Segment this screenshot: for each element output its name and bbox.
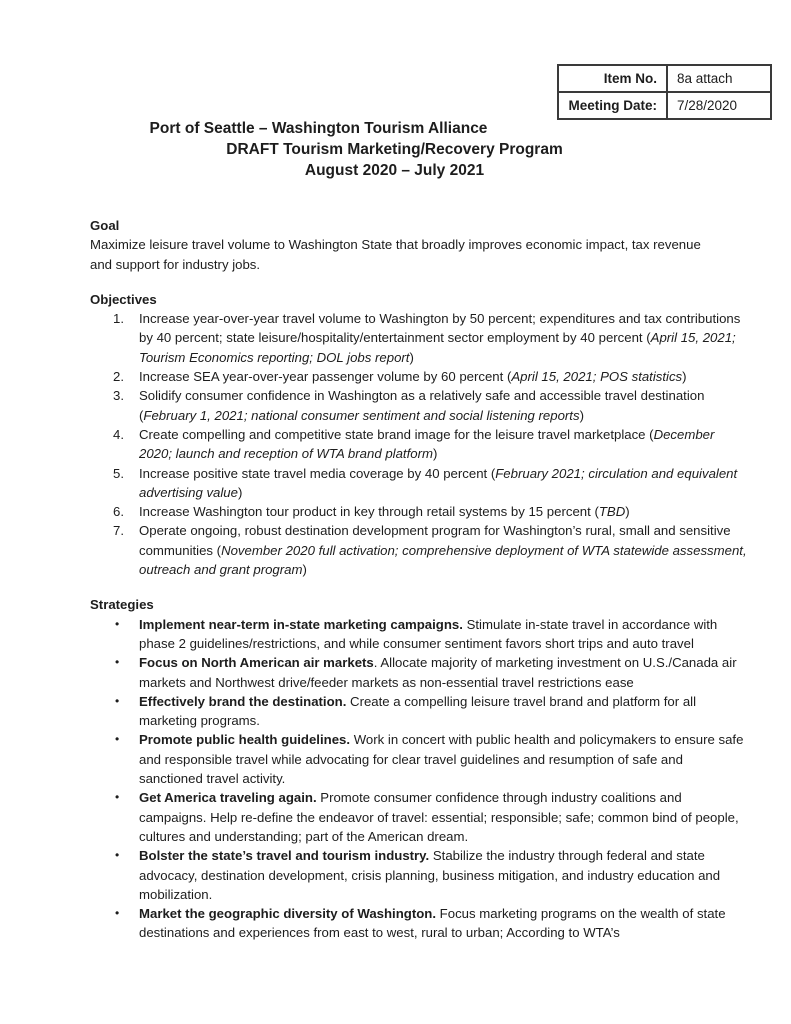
list-item bbox=[90, 386, 750, 425]
list-item-text: Increase SEA year-over-year passenger volume by 60 percent (April 15, 2021; POS statistics) bbox=[139, 369, 687, 385]
list-item bbox=[90, 367, 750, 386]
bullet-marker: • bbox=[115, 693, 120, 708]
meta-label-meeting-date: Meeting Date: bbox=[558, 92, 667, 119]
bullet-marker: • bbox=[115, 848, 120, 863]
list-item bbox=[90, 425, 750, 464]
list-item-text: Increase Washington tour product in key through retail systems by 15 percent (TBD) bbox=[139, 504, 630, 520]
meta-table bbox=[557, 64, 772, 120]
document-body bbox=[90, 118, 750, 943]
list-item-text: Promote public health guidelines. Work in concert with public health and policymakers to ensure safe and responsible travel while advocating for clear travel guidelines and resumption of safe and sanctioned travel activity. bbox=[139, 732, 744, 787]
number-marker: 1. bbox=[113, 311, 124, 327]
list-item-text: Market the geographic diversity of Washington. Focus marketing programs on the wealth of state destinations and experiences from east to west, rural to urban; According to WTA’s bbox=[139, 906, 726, 941]
number-marker: 5. bbox=[113, 465, 124, 481]
goal-heading: Goal bbox=[90, 218, 120, 233]
list-item bbox=[90, 521, 750, 579]
list-item-text: Create compelling and competitive state brand image for the leisure travel marketplace (December 2020; launch and reception of WTA brand platform) bbox=[139, 426, 715, 462]
list-item bbox=[90, 653, 750, 692]
list-item bbox=[90, 692, 750, 731]
document-title bbox=[90, 118, 699, 181]
number-marker: 2. bbox=[113, 369, 124, 385]
title-line-3: August 2020 – July 2021 bbox=[304, 162, 485, 179]
list-item bbox=[90, 615, 750, 654]
bullet-marker: • bbox=[115, 906, 120, 921]
list-item-text: Focus on North American air markets. Allocate majority of marketing investment on U.S./Canada air markets and Northwest drive/feeder markets as non-essential travel restrictions ease bbox=[139, 655, 737, 690]
meta-value-meeting-date: 7/28/2020 bbox=[667, 92, 771, 119]
list-item bbox=[90, 904, 750, 943]
number-marker: 4. bbox=[113, 426, 124, 442]
bullet-marker: • bbox=[115, 732, 120, 747]
title-line-2: DRAFT Tourism Marketing/Recovery Program bbox=[226, 141, 563, 158]
list-item-text: Increase positive state travel media coverage by 40 percent (February 2021; circulation and equivalent advertising value) bbox=[139, 465, 738, 500]
list-item bbox=[90, 846, 750, 904]
list-item bbox=[90, 730, 750, 788]
objectives-list bbox=[90, 309, 750, 579]
goal-paragraph: Maximize leisure travel volume to Washington State that broadly improves economic impact, tax revenue and support for industry jobs. bbox=[90, 237, 701, 272]
number-marker: 3. bbox=[113, 388, 124, 404]
objectives-heading: Objectives bbox=[90, 291, 157, 307]
number-marker: 6. bbox=[113, 504, 124, 520]
bullet-marker: • bbox=[115, 790, 120, 805]
list-item-text: Increase year-over-year travel volume to Washington by 50 percent; expenditures and tax contributions by 40 percent; state leisure/hospitality/entertainment sector employment by 40 percent (April 15, 2021; Tourism Economics reporting; DOL jobs report) bbox=[139, 311, 741, 365]
list-item bbox=[90, 788, 750, 846]
title-line-1: Port of Seattle – Washington Tourism Alliance bbox=[149, 120, 488, 137]
list-item-text: Effectively brand the destination. Create a compelling leisure travel brand and platform for all marketing programs. bbox=[139, 693, 697, 729]
number-marker: 7. bbox=[113, 523, 124, 539]
meta-label-item-no: Item No. bbox=[558, 65, 667, 92]
strategies-list bbox=[90, 615, 750, 943]
list-item-text: Operate ongoing, robust destination development program for Washington’s rural, small and sensitive communities (November 2020 full activation; comprehensive deployment of WTA statewide assessment, outreach and grant program) bbox=[139, 523, 747, 578]
meta-row-item-no bbox=[558, 65, 771, 92]
list-item-text: Implement near-term in-state marketing campaigns. Stimulate in-state travel in accordance with phase 2 guidelines/restrictions, and while consumer sentiment favors short trips and auto travel bbox=[139, 616, 718, 651]
list-item bbox=[90, 464, 750, 503]
meta-row-meeting-date bbox=[558, 92, 771, 119]
list-item bbox=[90, 502, 750, 521]
meta-value-item-no: 8a attach bbox=[667, 65, 771, 92]
bullet-marker: • bbox=[115, 616, 120, 631]
list-item bbox=[90, 309, 750, 367]
list-item-text: Bolster the state’s travel and tourism industry. Stabilize the industry through federal and state advocacy, destination development, crisis planning, business mitigation, and industry education and mobilization. bbox=[139, 848, 721, 902]
list-item-text: Get America traveling again. Promote consumer confidence through industry coalitions and campaigns. Help re-define the endeavor of travel: essential; responsible; safe; common bind of people, cultures and understanding; part of the American dream. bbox=[139, 790, 739, 844]
list-item-text: Solidify consumer confidence in Washington as a relatively safe and accessible travel destination (February 1, 2021; national consumer sentiment and social listening reports) bbox=[139, 388, 705, 423]
strategies-heading: Strategies bbox=[90, 597, 154, 613]
bullet-marker: • bbox=[115, 655, 120, 670]
